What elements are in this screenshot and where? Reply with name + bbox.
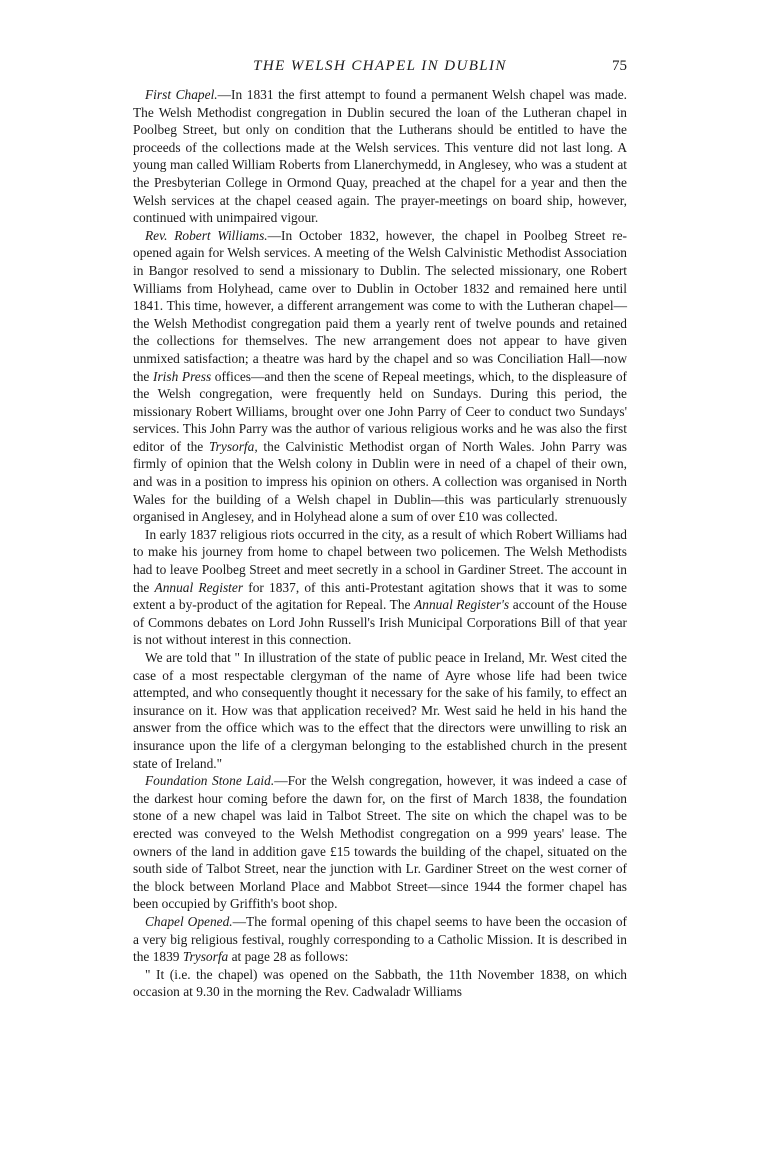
paragraph-religious-riots bbox=[133, 526, 627, 649]
paragraph-text: In early 1837 religious riots occurred in the city, as a result of which Robert Williams had to make his journey from home to chapel between two policemen. The Welsh Methodists had to leave Poolbeg Street and meet secretly in a school in Gardiner Street. The account in the bbox=[133, 526, 627, 595]
running-title: THE WELSH CHAPEL IN DUBLIN bbox=[253, 58, 507, 74]
section-lead-first-chapel: First Chapel. bbox=[145, 87, 218, 102]
paragraph-rev-robert-williams bbox=[133, 227, 627, 526]
paragraph-chapel-opened bbox=[133, 913, 627, 966]
paragraph-text: " It (i.e. the chapel) was opened on the Sabbath, the 11th November 1838, on which occasion at 9.30 in the morning the Rev. Cadwaladr Williams bbox=[133, 966, 627, 1000]
italic-title-irish-press: Irish Press bbox=[152, 368, 212, 384]
running-header bbox=[133, 58, 627, 80]
italic-title-annual-registers: Annual Register's bbox=[414, 597, 510, 613]
book-page bbox=[133, 58, 627, 1001]
paragraph-foundation-stone bbox=[133, 772, 627, 913]
body-text bbox=[133, 86, 627, 1001]
italic-title-trysorfa: Trysorfa bbox=[182, 949, 229, 965]
italic-title-annual-register: Annual Register bbox=[154, 579, 244, 595]
page-number: 75 bbox=[612, 58, 627, 74]
paragraph-text: offices—and then the scene of Repeal meetings, which, to the displeasure of the Welsh congregation, were frequently held on Sundays. During this period, the missionary Robert Williams, brought over one John Parry of Ceer to conduct two Sundays' services. This John Parry was the author of various religious works and he was also the first editor of the bbox=[133, 368, 627, 454]
section-lead-rev-robert-williams: Rev. Robert Williams. bbox=[145, 227, 268, 243]
paragraph-text: the Calvinistic Methodist organ of North Wales. John Parry was firmly of opinion that the Welsh colony in Dublin were in need of a chapel of their own, and was in a position to impress his opinion on others. A collection was organised in North Wales for the building of a Welsh chapel in Dublin—this was particularly strenuously organised in Anglesey, and in Holyhead alone a sum of over £10 was collected. bbox=[133, 438, 627, 525]
italic-title-trysorfa: Trysorfa, bbox=[208, 438, 258, 454]
section-lead-foundation-stone: Foundation Stone Laid. bbox=[145, 773, 275, 789]
paragraph-text: for 1837, of this anti-Protestant agitation shows that it was to some extent a by-product of the agitation for Repeal. The bbox=[133, 579, 627, 613]
section-lead-chapel-opened: Chapel Opened. bbox=[145, 913, 233, 929]
paragraph-first-chapel bbox=[133, 86, 627, 227]
paragraph-text: at page 28 as follows: bbox=[228, 949, 349, 965]
paragraph-text: —In 1831 the first attempt to found a permanent Welsh chapel was made. The Welsh Methodist congregation in Dublin secured the loan of the Lutheran chapel in Poolbeg Street, but only on condition that the Lutherans should be entitled to have the proceeds of the collections made at the Welsh services. This venture did not last long. A young man called William Roberts from Llanerchymedd, in Anglesey, who was a student at the Presbyterian College in Ormond Quay, preached at the chapel for a year and then the Welsh services at the chapel ceased again. The prayer-meetings on board ship, however, continued with unimpaired vigour. bbox=[133, 87, 627, 226]
paragraph-text: We are told that " In illustration of the state of public peace in Ireland, Mr. West cited the case of a most respectable clergyman of the name of Ayre whose life had been twice attempted, and who consequently thought it necessary for the sake of his family, to effect an insurance on it. How was that application received? Mr. West said he held in his hand the answer from the office which was to the effect that the directors were unwilling to risk an insurance upon the life of a clergyman belonging to the established church in the present state of Ireland." bbox=[133, 650, 627, 771]
paragraph-text: —In October 1832, however, the chapel in Poolbeg Street re-opened again for Welsh services. A meeting of the Welsh Calvinistic Methodist Association in Bangor resolved to send a missionary to Dublin. The selected missionary, one Robert Williams from Holyhead, came over to Dublin in October 1832 and remained here until 1841. This time, however, a different arrangement was come to with the Lutheran chapel—the Welsh Methodist congregation paid them a yearly rent of twelve pounds and retained the collections for themselves. The new arrangement does not appear to have given unmixed satisfaction; a theatre was hard by the chapel and so was Conciliation Hall—now the bbox=[133, 227, 627, 384]
paragraph-public-peace-quote bbox=[133, 649, 627, 772]
paragraph-opening-quote bbox=[133, 966, 627, 1001]
paragraph-text: —The formal opening of this chapel seems to have been the occasion of a very big religious festival, roughly corresponding to a Catholic Mission. It is described in the 1839 bbox=[133, 913, 627, 965]
paragraph-text: account of the House of Commons debates on Lord John Russell's Irish Municipal Corporations Bill of that year is not without interest in this connection. bbox=[133, 597, 627, 648]
paragraph-text: —For the Welsh congregation, however, it was indeed a case of the darkest hour coming before the dawn for, on the first of March 1838, the foundation stone of a new chapel was laid in Talbot Street. The site on which the chapel was to be erected was conveyed to the Welsh Methodist congregation on a 999 years' lease. The owners of the land in addition gave £15 towards the building of the chapel, situated on the south side of Talbot Street, near the junction with Lr. Gardiner Street on the west corner of the block between Morland Place and Mabbot Street—since 1944 the former chapel has been occupied by Griffith's boot shop. bbox=[133, 773, 627, 912]
